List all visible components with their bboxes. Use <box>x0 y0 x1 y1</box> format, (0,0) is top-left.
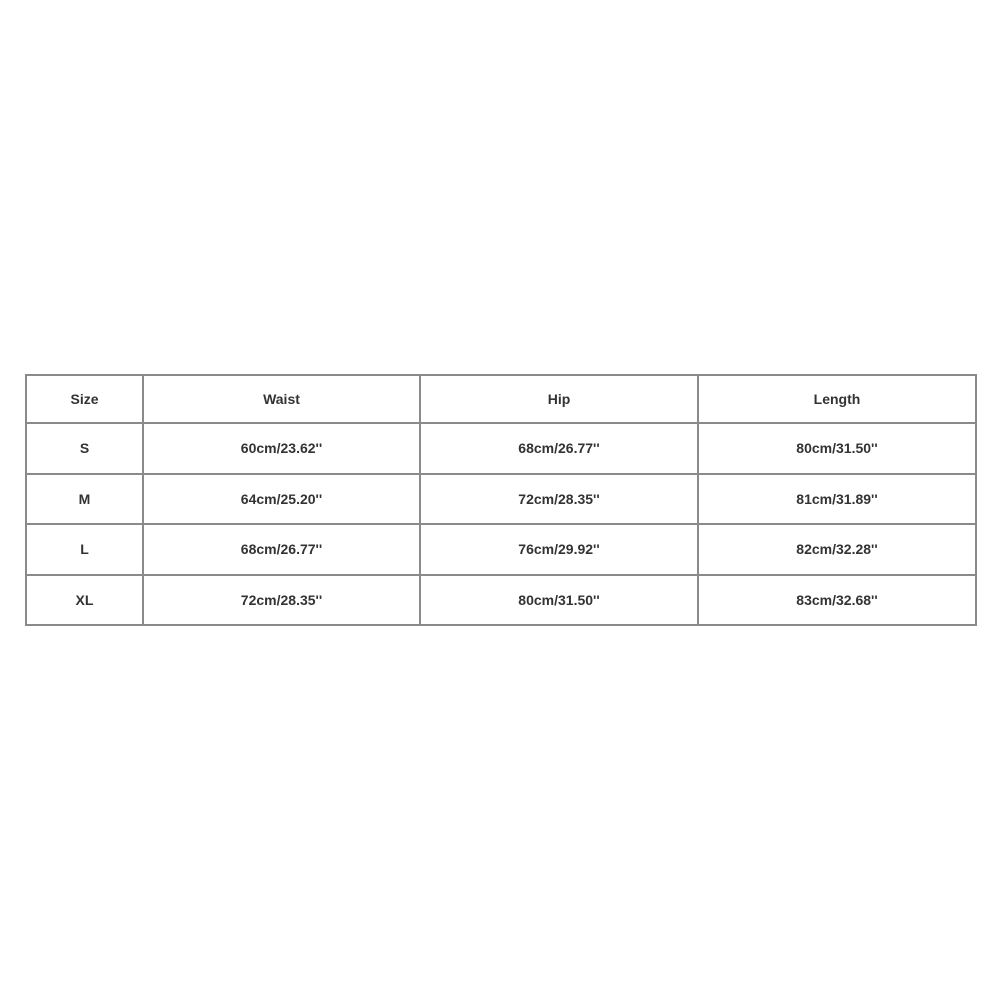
cell-hip: 80cm/31.50'' <box>420 575 698 626</box>
table-row <box>26 524 976 575</box>
size-chart-table <box>25 374 977 626</box>
cell-hip: 72cm/28.35'' <box>420 474 698 525</box>
cell-waist: 68cm/26.77'' <box>143 524 420 575</box>
cell-length: 83cm/32.68'' <box>698 575 976 626</box>
cell-hip: 68cm/26.77'' <box>420 423 698 474</box>
cell-size: L <box>26 524 143 575</box>
table-row <box>26 575 976 626</box>
header-hip: Hip <box>420 375 698 423</box>
header-size: Size <box>26 375 143 423</box>
table-row <box>26 423 976 474</box>
cell-length: 80cm/31.50'' <box>698 423 976 474</box>
header-length: Length <box>698 375 976 423</box>
cell-hip: 76cm/29.92'' <box>420 524 698 575</box>
cell-waist: 60cm/23.62'' <box>143 423 420 474</box>
table-header-row <box>26 375 976 423</box>
cell-waist: 72cm/28.35'' <box>143 575 420 626</box>
header-waist: Waist <box>143 375 420 423</box>
cell-waist: 64cm/25.20'' <box>143 474 420 525</box>
table-row <box>26 474 976 525</box>
cell-size: XL <box>26 575 143 626</box>
cell-size: S <box>26 423 143 474</box>
cell-length: 81cm/31.89'' <box>698 474 976 525</box>
cell-size: M <box>26 474 143 525</box>
cell-length: 82cm/32.28'' <box>698 524 976 575</box>
